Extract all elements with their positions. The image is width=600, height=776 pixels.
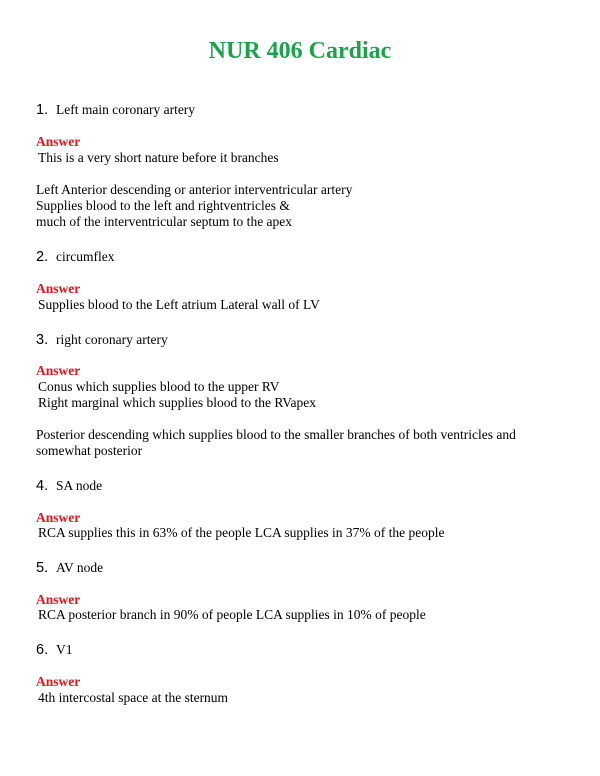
- question-text: AV node: [56, 560, 104, 575]
- answer-line: This is a very short nature before it branches: [38, 150, 279, 165]
- answer-line: 4th intercostal space at the sternum: [38, 690, 229, 705]
- question-4: [36, 478, 102, 494]
- question-3: [36, 332, 168, 348]
- question-text: Left main coronary artery: [56, 102, 196, 117]
- question-1: [36, 102, 195, 118]
- question-6: [36, 642, 73, 658]
- question-text: V1: [56, 642, 73, 657]
- answer-line: Conus which supplies blood to the upper RV: [38, 379, 280, 394]
- page-title: NUR 406 Cardiac: [208, 38, 392, 64]
- question-text: circumflex: [56, 249, 115, 264]
- answer-label: Answer: [36, 510, 81, 525]
- answer-label: Answer: [36, 281, 81, 296]
- answer-line: Supplies blood to the Left atrium Lateral wall of LV: [38, 297, 320, 312]
- answer-label: Answer: [36, 134, 81, 149]
- answer-label: Answer: [36, 363, 81, 378]
- answer-label: Answer: [36, 674, 81, 689]
- answer-line: RCA posterior branch in 90% of people LCA supplies in 10% of people: [38, 607, 426, 622]
- answer-line: Right marginal which supplies blood to the RVapex: [38, 395, 317, 410]
- question-text: right coronary artery: [56, 332, 168, 347]
- extra-line: Supplies blood to the left and rightventricles &: [36, 198, 290, 213]
- question-number: 3.: [36, 332, 49, 348]
- extra-line: Posterior descending which supplies blood to the smaller branches of both ventricles and: [36, 427, 516, 442]
- question-2: [36, 249, 114, 265]
- question-5: [36, 560, 103, 576]
- answer-label: Answer: [36, 592, 81, 607]
- extra-line: much of the interventricular septum to the apex: [36, 214, 293, 229]
- answer-line: RCA supplies this in 63% of the people LCA supplies in 37% of the people: [38, 525, 445, 540]
- question-number: 1.: [36, 102, 49, 118]
- question-number: 4.: [36, 478, 49, 494]
- question-text: SA node: [56, 478, 103, 493]
- question-number: 6.: [36, 642, 49, 658]
- question-number: 2.: [36, 249, 49, 265]
- extra-line: somewhat posterior: [36, 443, 143, 458]
- question-number: 5.: [36, 560, 49, 576]
- extra-line: Left Anterior descending or anterior interventricular artery: [36, 182, 353, 197]
